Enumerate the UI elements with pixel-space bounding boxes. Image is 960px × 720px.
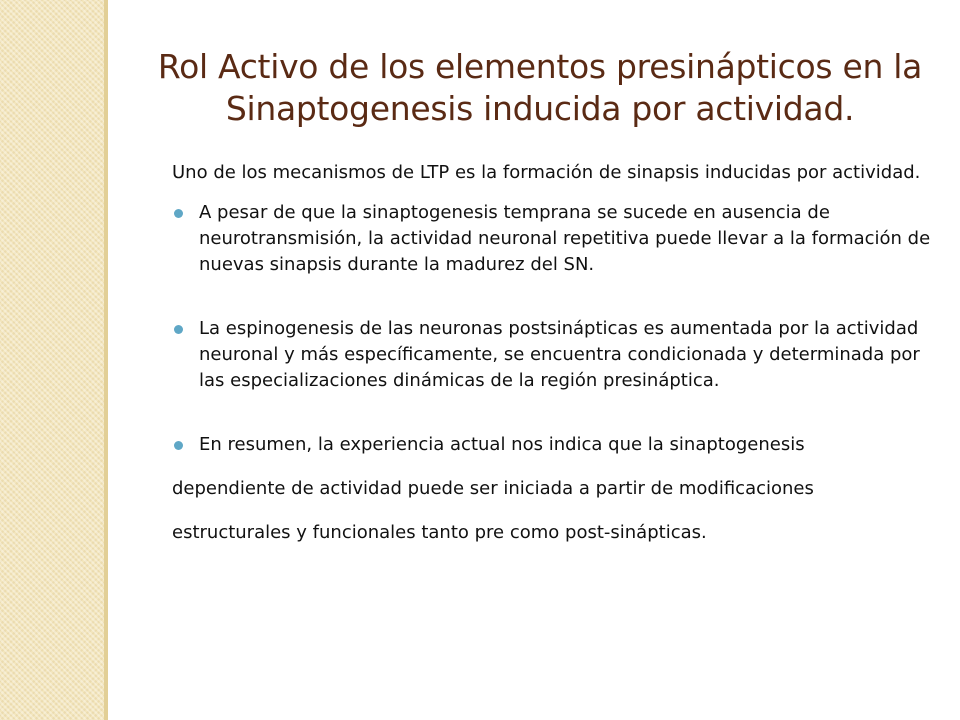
bullet-text-2: La espinogenesis de las neuronas postsinápticas es aumentada por la actividad neuronal y más específicamente, se encuentra condicionada y determinada por las especializaciones dinámicas de la región presináptica.: [199, 318, 920, 391]
decorative-side-band: [0, 0, 104, 720]
bullet-dot-icon: [174, 325, 183, 334]
bullet-dot-icon: [174, 441, 183, 450]
continuation-line-1: dependiente de actividad puede ser iniciada a partir de modificaciones: [172, 478, 814, 499]
slide-title: Rol Activo de los elementos presinápticos en la Sinaptogenesis inducida por actividad.: [157, 47, 923, 128]
bullet-item-1: [172, 200, 932, 278]
bullet-item-2: [172, 316, 932, 394]
bullet-item-3: [172, 432, 932, 458]
continuation-line-2: estructurales y funcionales tanto pre como post-sinápticas.: [172, 522, 707, 543]
intro-paragraph: Uno de los mecanismos de LTP es la formación de sinapsis inducidas por actividad.: [172, 162, 921, 183]
bullet-text-1: A pesar de que la sinaptogenesis temprana se sucede en ausencia de neurotransmisión, la actividad neuronal repetitiva puede llevar a la formación de nuevas sinapsis durante la madurez del SN.: [199, 202, 931, 275]
decorative-side-divider: [104, 0, 108, 720]
bullet-text-3: En resumen, la experiencia actual nos indica que la sinaptogenesis: [199, 434, 805, 455]
slide-body: [172, 160, 932, 546]
bullet-dot-icon: [174, 209, 183, 218]
